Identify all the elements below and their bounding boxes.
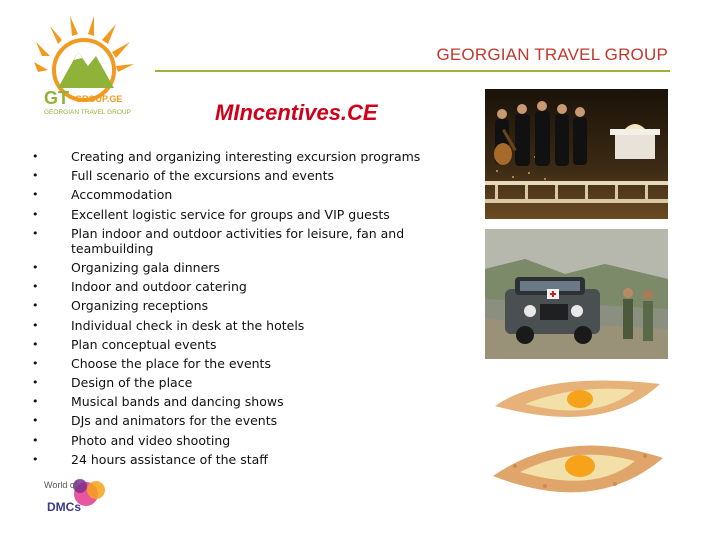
list-item: • Excellent logistic service for groups and VIP guests [32,207,462,222]
list-item: • Design of the place [32,375,462,390]
jeep-mountain-photo [485,229,668,359]
header-divider [155,70,670,72]
company-logo [28,12,138,120]
list-item: • Individual check in desk at the hotels [32,318,462,333]
list-item: • Organizing receptions [32,298,462,313]
list-item: • Full scenario of the excursions and events [32,168,462,183]
badge-line1: World of [44,480,78,490]
list-item: • Photo and video shooting [32,433,462,448]
svg-text:GT: GT [44,88,69,108]
list-item: • Organizing gala dinners [32,260,462,275]
badge-line2: DMCs [47,500,82,514]
list-item: • Choose the place for the events [32,356,462,371]
list-item: • Creating and organizing interesting excursion programs [32,149,462,164]
slide-title: MIncentives.CE [215,100,378,125]
company-name: GEORGIAN TRAVEL GROUP [436,45,668,64]
world-of-dmcs-badge [44,476,114,526]
list-item: • 24 hours assistance of the staff [32,452,462,467]
khachapuri-photo [485,366,668,511]
svg-text:GEORGIAN TRAVEL GROUP: GEORGIAN TRAVEL GROUP [44,109,131,116]
list-item: • DJs and animators for the events [32,413,462,428]
list-item: • Plan conceptual events [32,337,462,352]
list-item: • Accommodation [32,187,462,202]
services-list [32,149,462,471]
musicians-photo [485,89,668,219]
list-item: • Plan indoor and outdoor activities for leisure, fan and teambuilding [32,226,419,256]
list-item: • Musical bands and dancing shows [32,394,462,409]
list-item: • Indoor and outdoor catering [32,279,462,294]
svg-text:-GROUP.GE: -GROUP.GE [72,94,123,104]
